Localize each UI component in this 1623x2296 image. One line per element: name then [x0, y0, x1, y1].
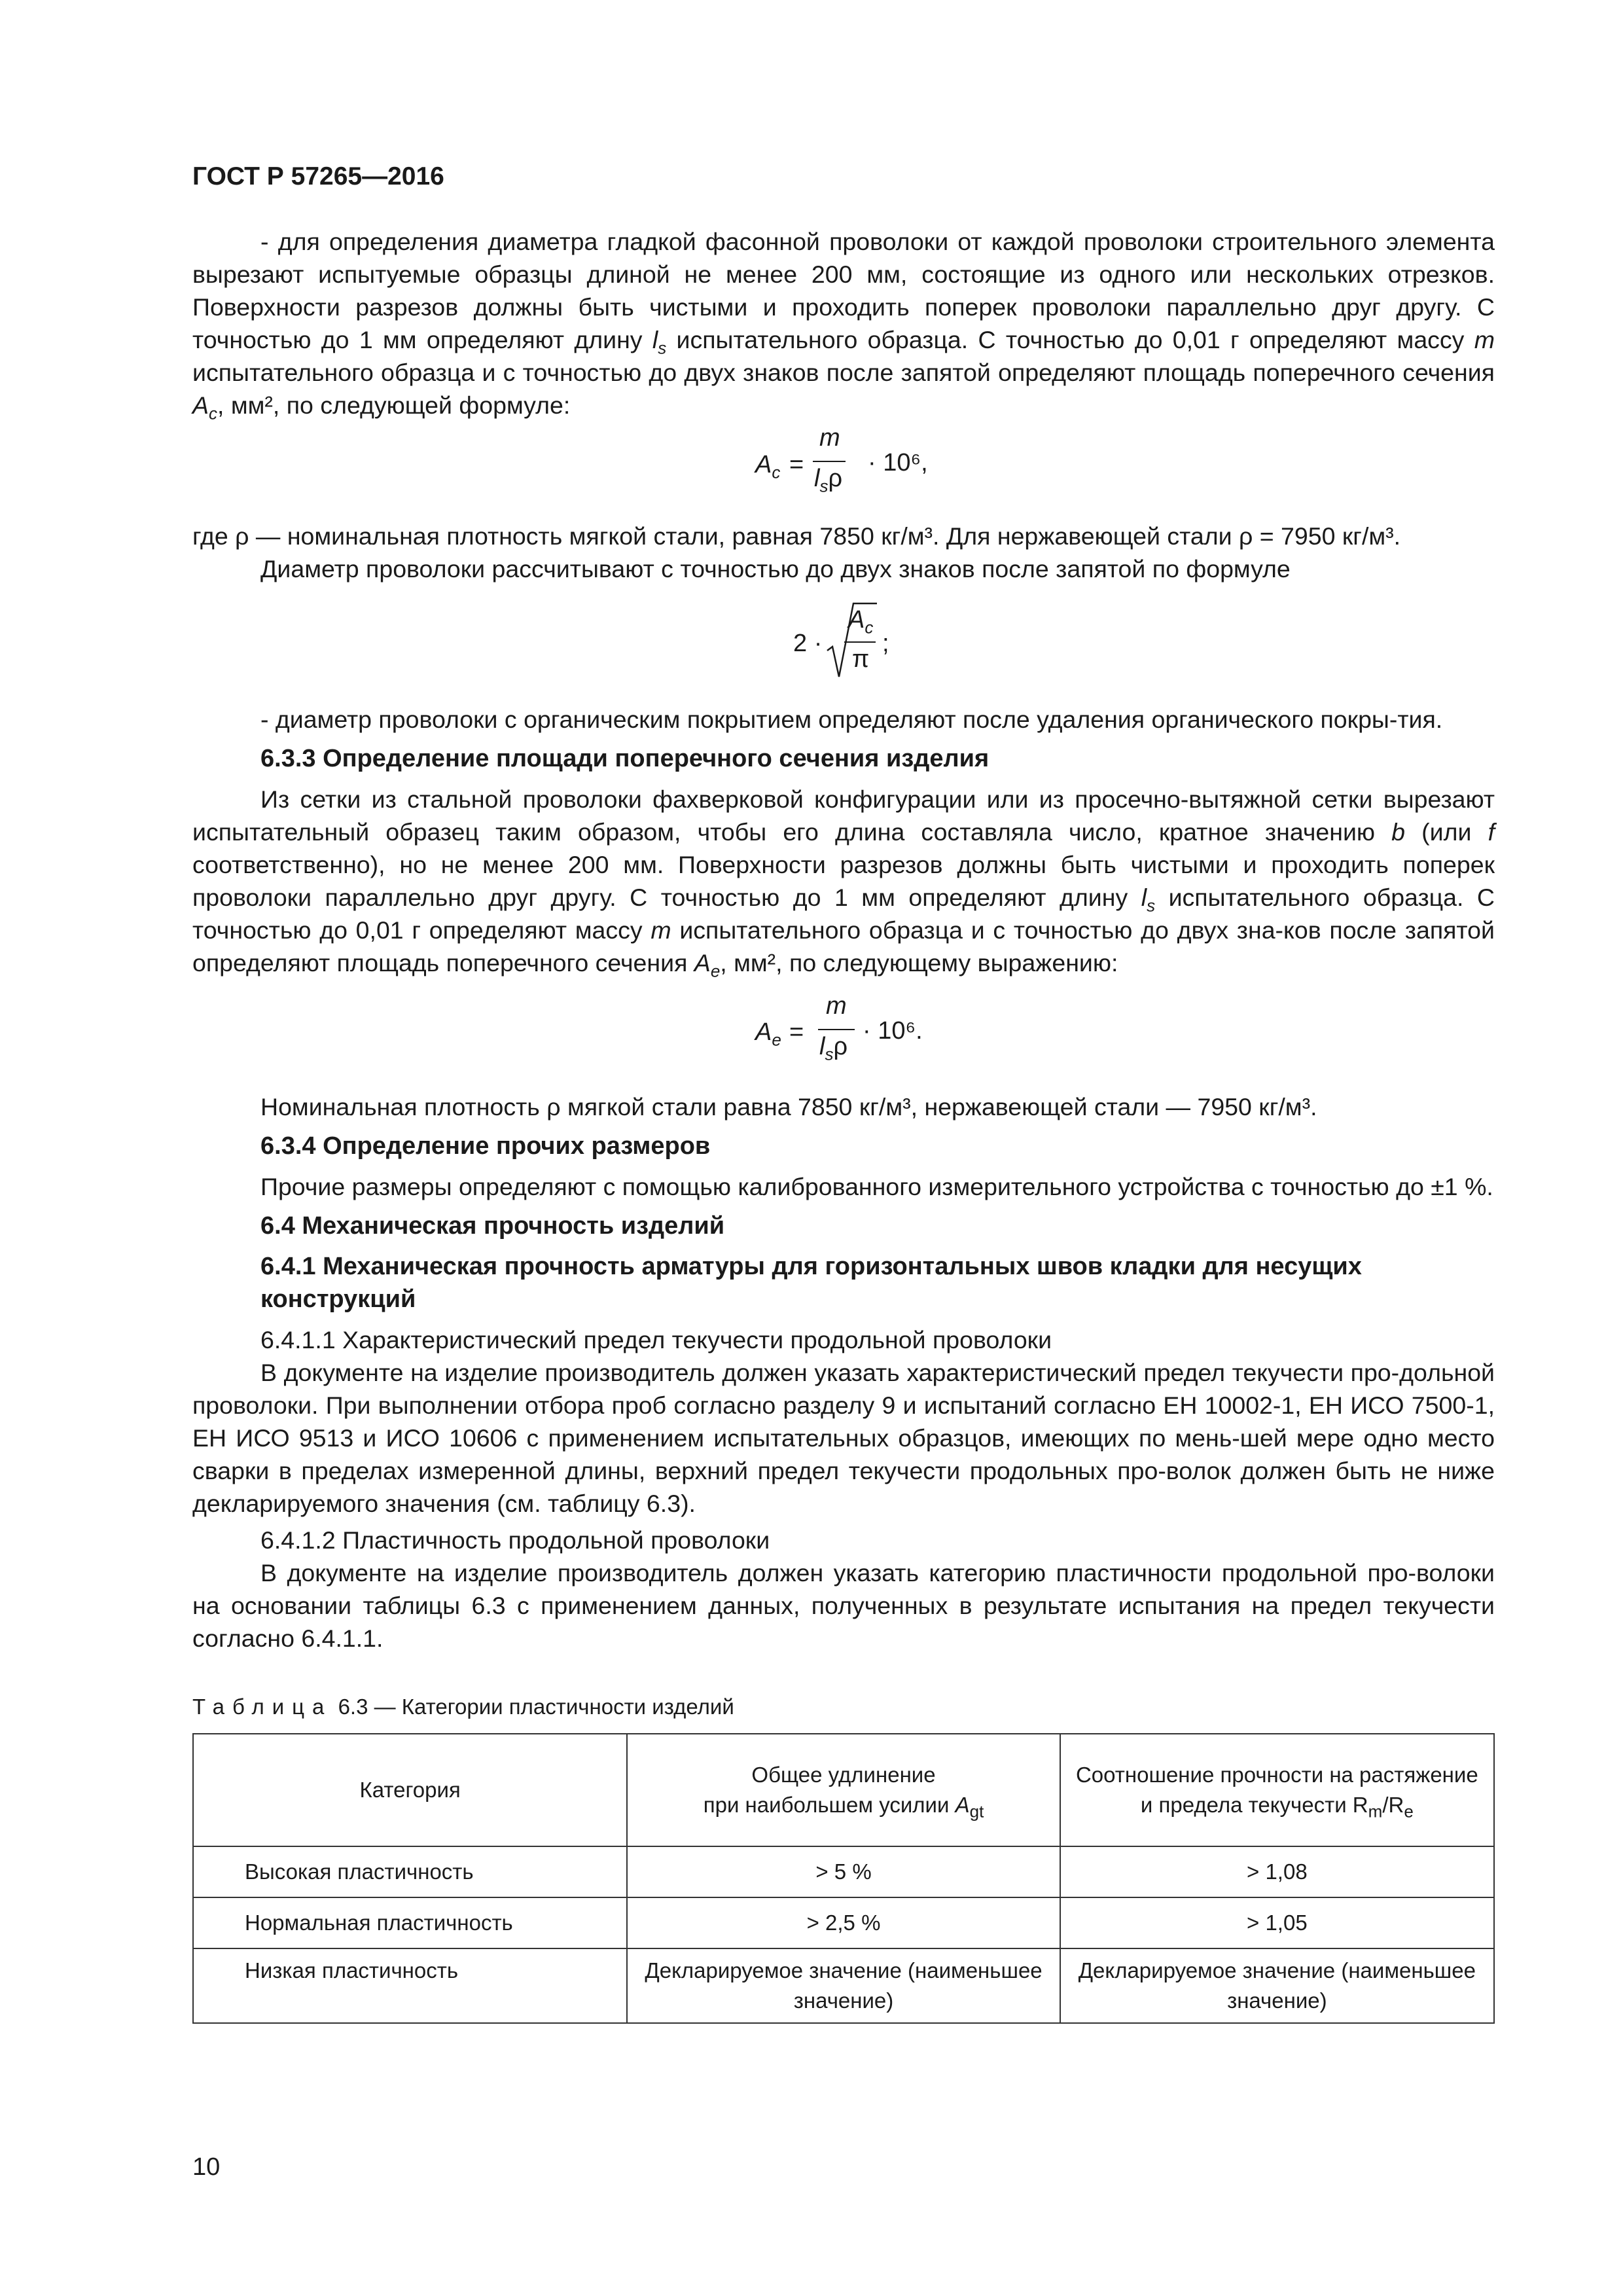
table-row [193, 1846, 1494, 1897]
formula-denominator: $l_s\rho$ [819, 1033, 848, 1064]
formula-numerator: m [826, 992, 847, 1020]
paragraph-wire-diameter [192, 225, 1495, 422]
section-6-3-3-title: 6.3.3 Определение площади поперечного сечения изделия [260, 745, 990, 772]
formula-area-c [192, 422, 1495, 520]
var-f: f [1488, 818, 1495, 846]
cell-category: Высокая пластичность [193, 1846, 627, 1897]
var-Ae: $A_e$ [694, 949, 721, 981]
equals-sign: = [789, 1018, 804, 1046]
paragraph-6-4-1-2: В документе на изделие производитель должен указать категорию пластичности продольной про-волоки на основании таблицы 6.3 с применением данных, полученных в результате испытания на предел текучести согласно 6.4.1.1. [192, 1559, 1495, 1652]
page-number: 10 [192, 2153, 221, 2181]
formula-denominator: $l_s\rho$ [814, 465, 843, 496]
text: , мм², по следующей формуле: [217, 391, 571, 419]
paragraph-6-3-3: Из сетки из стальной проволоки фахверковой конфигурации или из просечно-вытяжной сетки вырезают испытательный образец таким образом, чтобы его длина составляла число, кратное значению b (или f соответственно), но не менее 200 мм. Поверхности разрезов должны быть чистыми и проходить поперек проволоки параллельно друг другу. С точностью до 1 мм определяют длину $l_s$ испытательного образца. С точностью до 0,01 г определяют массу m испытательного образца и с точностью до двух зна-ков после запятой определяют площадь поперечного сечения $A_e$, мм², по следующему выражению: [192, 785, 1495, 981]
fraction-line [818, 1029, 855, 1030]
formula-numerator: $A_c$ [848, 606, 874, 637]
formula-tail: · 10⁶, [868, 449, 928, 476]
section-6-4-title: 6.4 Механическая прочность изделий [260, 1212, 725, 1240]
paragraph-diameter-calc: Диаметр проволоки рассчитывают с точностью до двух знаков после запятой по формуле [260, 555, 1291, 583]
cell-ratio: > 1,08 [1060, 1846, 1494, 1897]
cell-elongation: Декларируемое значение (наименьшее значение) [627, 1948, 1060, 2023]
section-6-4-1-2-title: 6.4.1.2 Пластичность продольной проволоки [260, 1526, 770, 1554]
caption-word: Таблица [192, 1695, 332, 1719]
paragraph-6-3-4: Прочие размеры определяют с помощью калиброванного измерительного устройства с точностью до ±1 %. [260, 1173, 1493, 1200]
cell-category: Низкая пластичность [193, 1948, 627, 2023]
var-m: m [651, 916, 671, 944]
formula-denominator: π [852, 645, 870, 673]
var-ls: $l_s$ [1141, 884, 1156, 916]
section-6-4-1-title: 6.4.1 Механическая прочность арматуры для горизонтальных швов кладки для несущих конструкций [260, 1253, 1362, 1313]
formula-area-e [192, 979, 1495, 1090]
column-header-category: Категория [193, 1734, 627, 1846]
fraction-line [844, 641, 876, 643]
formula-lhs: $A_e$ [755, 1018, 781, 1050]
cell-category: Нормальная пластичность [193, 1897, 627, 1948]
document-header: ГОСТ Р 57265—2016 [192, 162, 444, 190]
paragraph-nominal-density: Номинальная плотность ρ мягкой стали равна 7850 кг/м³, нержавеющей стали — 7950 кг/м³. [260, 1093, 1317, 1121]
var-Ac: $A_c$ [192, 391, 218, 423]
paragraph-coated: - диаметр проволоки с органическим покрытием определяют после удаления органического покры-тия. [260, 706, 1443, 733]
formula-numerator: m [819, 424, 840, 452]
var-m: m [1474, 326, 1495, 353]
table-caption [192, 1693, 1495, 1721]
table-header-row [193, 1734, 1494, 1846]
var-b: b [1391, 818, 1406, 846]
caption-text: 6.3 — Категории пластичности изделий [338, 1695, 734, 1719]
section-6-4-1-1-title: 6.4.1.1 Характеристический предел текучести продольной проволоки [260, 1326, 1052, 1354]
text: испытательного образца. С точностью до 0,01 г определяют массу [676, 326, 1465, 353]
cell-ratio: Декларируемое значение (наименьшее значение) [1060, 1948, 1494, 2023]
formula-diameter [192, 585, 1495, 703]
column-header-ratio: Соотношение прочности на растяжение и предела текучести $R_m/R_e$ [1060, 1734, 1494, 1846]
cell-elongation: > 5 % [627, 1846, 1060, 1897]
page-content [192, 161, 1495, 2024]
text: - для определения диаметра гладкой фасонной проволоки от каждой проволоки строительного элемента вырезают испытуемые образцы длиной не менее 200 мм, состоящие из одного или нескольких отрезков. Поверхности разрезов должны быть чистыми и проходить поперек проволоки параллельно друг другу. С точностью до 1 мм определяют длину [192, 228, 1495, 353]
cell-ratio: > 1,05 [1060, 1897, 1494, 1948]
paragraph-where-rho: где ρ — номинальная плотность мягкой стали, равная 7850 кг/м³. Для нержавеющей стали ρ = 7950 кг/м³. [192, 522, 1401, 550]
ductility-table [192, 1733, 1495, 2024]
section-6-3-4-title: 6.3.4 Определение прочих размеров [260, 1132, 711, 1160]
text: испытательного образца и с точностью до двух знаков после запятой определяют площадь поперечного сечения [192, 359, 1495, 386]
table-row [193, 1948, 1494, 2023]
var-ls: $l_s$ [652, 326, 667, 358]
equals-sign: = [789, 451, 804, 478]
table-row [193, 1897, 1494, 1948]
formula-lhs: $A_c$ [755, 451, 781, 482]
cell-elongation: > 2,5 % [627, 1897, 1060, 1948]
fraction-line [813, 461, 846, 462]
formula-suffix: ; [882, 630, 889, 657]
column-header-elongation: Общее удлинение при наибольшем усилии $A_{gt}$ [627, 1734, 1060, 1846]
formula-tail: · 10⁶. [863, 1017, 923, 1045]
formula-prefix: 2 · [793, 630, 823, 657]
paragraph-6-4-1-1: В документе на изделие производитель должен указать характеристический предел текучести про-дольной проволоки. При выполнении отбора проб согласно разделу 9 и испытаний согласно ЕН 10002-1, ЕН ИСО 7500-1, ЕН ИСО 9513 и ИСО 10606 с применением испытательных образцов, имеющих по мень-шей мере одно место сварки в пределах измеренной длины, верхний предел текучести продольных про-волок должен быть не ниже декларируемого значения (см. таблицу 6.3). [192, 1359, 1495, 1517]
